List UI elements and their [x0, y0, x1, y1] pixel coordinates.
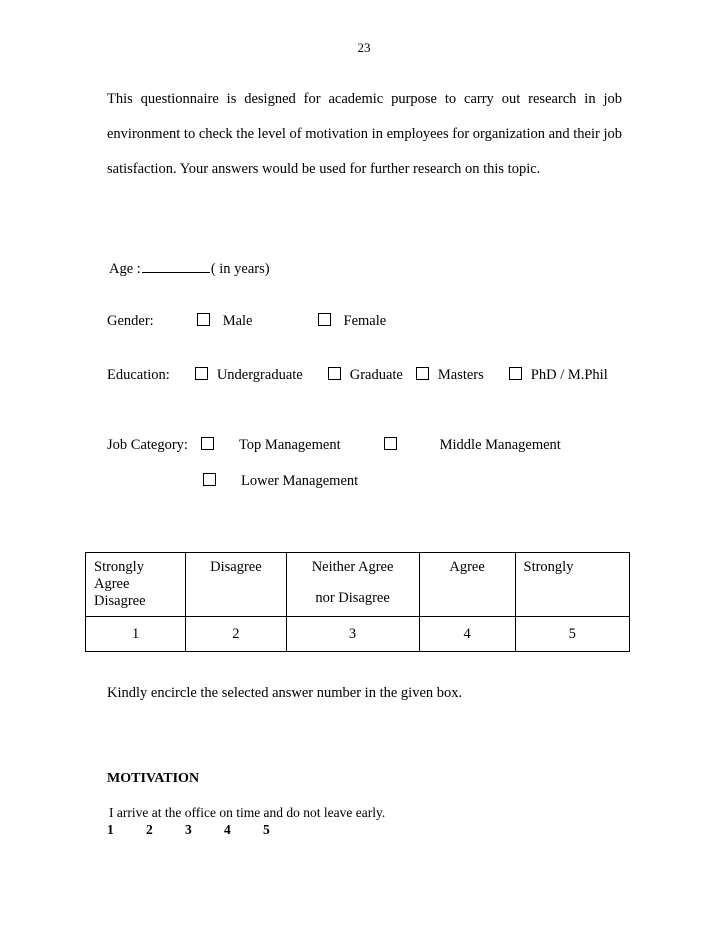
education-option-masters: Masters [437, 367, 484, 383]
age-field-row [109, 260, 270, 278]
question-option-3[interactable]: 3 [185, 822, 192, 837]
likert-scale-table [85, 552, 630, 652]
scale-label-neither-line2: nor Disagree [315, 590, 390, 606]
scale-number-2[interactable]: 2 [186, 617, 286, 652]
question-option-5[interactable]: 5 [263, 822, 270, 837]
checkbox-job-lower-management[interactable] [203, 473, 216, 486]
scale-label-strongly: Strongly [515, 553, 629, 617]
question-options [107, 822, 302, 838]
scale-label-disagree: Disagree [186, 553, 286, 617]
gender-option-male: Male [222, 313, 253, 329]
scale-number-5[interactable]: 5 [515, 617, 629, 652]
instruction-text: Kindly encircle the selected answer number in the given box. [107, 685, 463, 701]
table-row-labels [86, 553, 630, 617]
checkbox-education-masters[interactable] [416, 367, 429, 380]
age-label: Age : [109, 261, 141, 277]
education-option-phd: PhD / M.Phil [530, 367, 608, 383]
section-title-motivation: MOTIVATION [107, 771, 200, 786]
job-option-top-management: Top Management [238, 437, 341, 453]
age-suffix: ( in years) [210, 261, 270, 277]
question-text: I arrive at the office on time and do not leave early. [109, 805, 386, 820]
scale-label-agree: Agree [419, 553, 515, 617]
job-category-label: Job Category: [107, 437, 188, 453]
gender-field-row [107, 313, 386, 330]
checkbox-education-undergraduate[interactable] [195, 367, 208, 380]
education-option-graduate: Graduate [349, 367, 403, 383]
question-option-4[interactable]: 4 [224, 822, 231, 837]
scale-label-strongly-agree-disagree: Strongly Agree Disagree [86, 553, 186, 617]
question-option-2[interactable]: 2 [146, 822, 153, 837]
job-category-field-row-2 [200, 473, 358, 490]
checkbox-education-phd[interactable] [509, 367, 522, 380]
education-option-undergraduate: Undergraduate [216, 367, 303, 383]
checkbox-job-top-management[interactable] [201, 437, 214, 450]
age-input-blank[interactable] [142, 260, 210, 273]
checkbox-gender-male[interactable] [197, 313, 210, 326]
gender-label: Gender: [107, 313, 154, 329]
job-option-lower-management: Lower Management [241, 473, 359, 489]
job-option-middle-management: Middle Management [439, 437, 561, 453]
checkbox-education-graduate[interactable] [328, 367, 341, 380]
page-number: 23 [357, 40, 371, 55]
checkbox-gender-female[interactable] [318, 313, 331, 326]
job-category-field-row [107, 437, 561, 454]
table-row-numbers [86, 617, 630, 652]
scale-label-neither-line1: Neither Agree [311, 559, 394, 575]
education-label: Education: [107, 367, 170, 383]
checkbox-job-middle-management[interactable] [384, 437, 397, 450]
scale-number-4[interactable]: 4 [419, 617, 515, 652]
scale-label-neither-agree-nor-disagree [286, 553, 419, 617]
scale-number-1[interactable]: 1 [86, 617, 186, 652]
education-field-row [107, 366, 627, 384]
scale-number-3[interactable]: 3 [286, 617, 419, 652]
question-option-1[interactable]: 1 [107, 822, 114, 837]
gender-option-female: Female [343, 313, 387, 329]
intro-paragraph: This questionnaire is designed for academic purpose to carry out research in job environment to check the level of motivation in employees for organization and their job satisfaction. Your answers would be used for further research on this topic. [107, 91, 622, 177]
